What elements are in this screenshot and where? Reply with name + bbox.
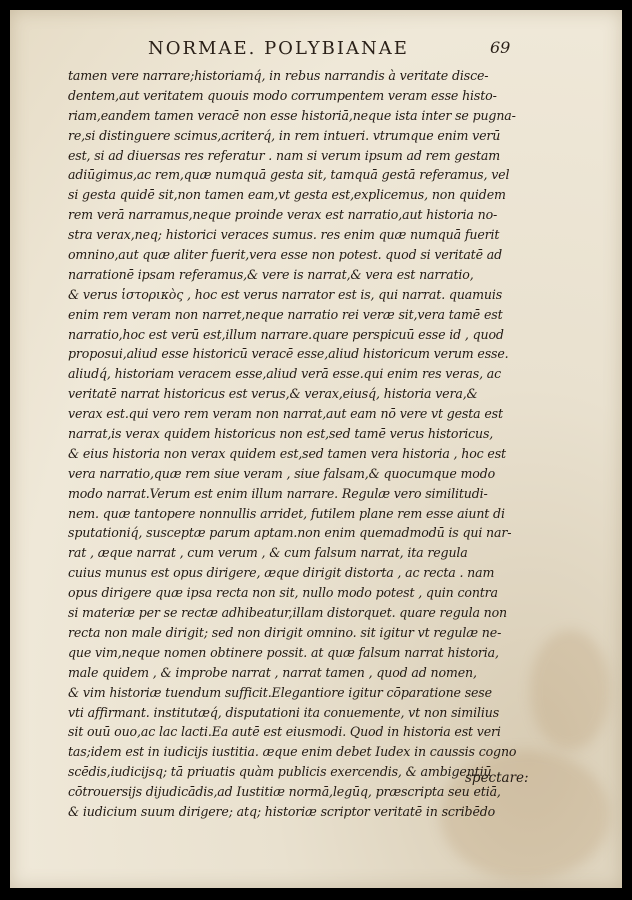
running-head: NORMAE. POLYBIANAE (148, 38, 409, 59)
book-page (10, 10, 622, 888)
text-line: omnino,aut quæ aliter fuerit,vera esse non potest. quod si veritatē ad (68, 247, 503, 263)
text-line: opus dirigere quæ ipsa recta non sit, nullo modo potest , quin contra (68, 585, 498, 601)
catchword: spectare: (465, 770, 529, 786)
text-line: vti affirmant. institutæq́, disputationi ita conuemente, vt non similius (68, 704, 500, 720)
text-line: tas;idem est in iudicijs iustitia. æque enim debet Iudex in caussis cogno (68, 744, 517, 760)
text-line: male quidem , & improbe narrat , narrat tamen , quod ad nomen, (68, 664, 477, 680)
text-line: recta non male dirigit; sed non dirigit omnino. sit igitur vt regulæ ne- (68, 624, 502, 640)
text-line: stra verax,neq; historici veraces sumus. res enim quæ numquā fuerit (68, 227, 500, 243)
text-line: que vim,neque nomen obtinere possit. at quæ falsum narrat historia, (68, 644, 499, 660)
text-line: si materiæ per se rectæ adhibeatur,illam distorquet. quare regula non (68, 605, 508, 621)
page-number: 69 (490, 38, 511, 57)
text-line: adiūgimus,ac rem,quæ numquā gesta sit, tamquā gestā referamus, vel (68, 167, 510, 183)
text-line: proposui,aliud esse historicū veracē esse,aliud historicum verum esse. (68, 346, 509, 362)
text-line: sputationiq́, susceptæ parum aptam.non enim quemadmodū is qui nar- (68, 525, 512, 541)
text-line: nem. quæ tantopere nonnullis arridet, futilem plane rem esse aiunt di (68, 505, 505, 521)
paper-stain (530, 630, 610, 750)
body-text (68, 66, 540, 822)
text-line: narrat,is verax quidem historicus non est,sed tamē verus historicus, (68, 426, 494, 442)
text-line: re,si distinguere scimus,acriterq́, in rem intueri. vtrumque enim verū (68, 127, 501, 143)
text-line: tamen vere narrare;historiamq́, in rebus narrandis à veritate disce- (68, 68, 489, 83)
text-line: vera narratio,quæ rem siue veram , siue falsam,& quocumque modo (68, 465, 496, 481)
text-line: riam,eandem tamen veracē non esse historiā,neque ista inter se pugna- (68, 107, 516, 123)
text-line: rat , æque narrat , cum verum , & cum falsum narrat, ita regula (68, 545, 468, 561)
text-line: scēdis,iudicijsq; tā priuatis quàm publicis exercendis, & ambigentiū (68, 764, 492, 780)
text-line: cuius munus est opus dirigere, æque dirigit distorta , ac recta . nam (68, 565, 495, 581)
text-line: & iudicium suum dirigere; atq; historiæ scriptor veritatē in scribēdo (68, 803, 496, 819)
text-line: enim rem veram non narret,neque narratio rei veræ sit,vera tamē est (68, 306, 503, 322)
text-line: narrationē ipsam referamus,& vere is narrat,& vera est narratio, (68, 266, 474, 282)
text-line: verax est.qui vero rem veram non narrat,aut eam nō vere vt gesta est (68, 406, 503, 422)
text-line: & verus ἱστορικὸς , hoc est verus narrator est is, qui narrat. quamuis (68, 286, 503, 302)
text-line: si gesta quidē sit,non tamen eam,vt gesta est,explicemus, non quidem (68, 187, 506, 203)
page-header (10, 38, 622, 64)
text-line: cōtrouersijs dijudicādis,ad Iustitiæ normā,legūq, præscripta seu etiā, (68, 784, 501, 800)
text-line: & eius historia non verax quidem est,sed tamen vera historia , hoc est (68, 445, 506, 461)
text-line: dentem,aut veritatem quouis modo corrumpentem veram esse histo- (68, 87, 497, 103)
text-line: rem verā narramus,neque proinde verax est narratio,aut historia no- (68, 207, 498, 223)
text-line: aliudq́, historiam veracem esse,aliud verā esse.qui enim res veras, ac (68, 366, 502, 382)
text-line: narratio,hoc est verū est,illum narrare.quare perspicuū esse id , quod (68, 326, 504, 342)
text-line: modo narrat.Verum est enim illum narrare. Regulæ vero similitudi- (68, 485, 488, 501)
text-line: veritatē narrat historicus est verus,& verax,eiusq́, historia vera,& (68, 386, 478, 402)
text-line: est, si ad diuersas res referatur . nam si verum ipsum ad rem gestam (68, 147, 501, 163)
text-line: & vim historiæ tuendum sufficit.Elegantiore igitur cōparatione sese (68, 684, 492, 700)
text-line: sit ouū ouo,ac lac lacti.Ea autē est eiusmodi. Quod in historia est veri (68, 724, 501, 740)
